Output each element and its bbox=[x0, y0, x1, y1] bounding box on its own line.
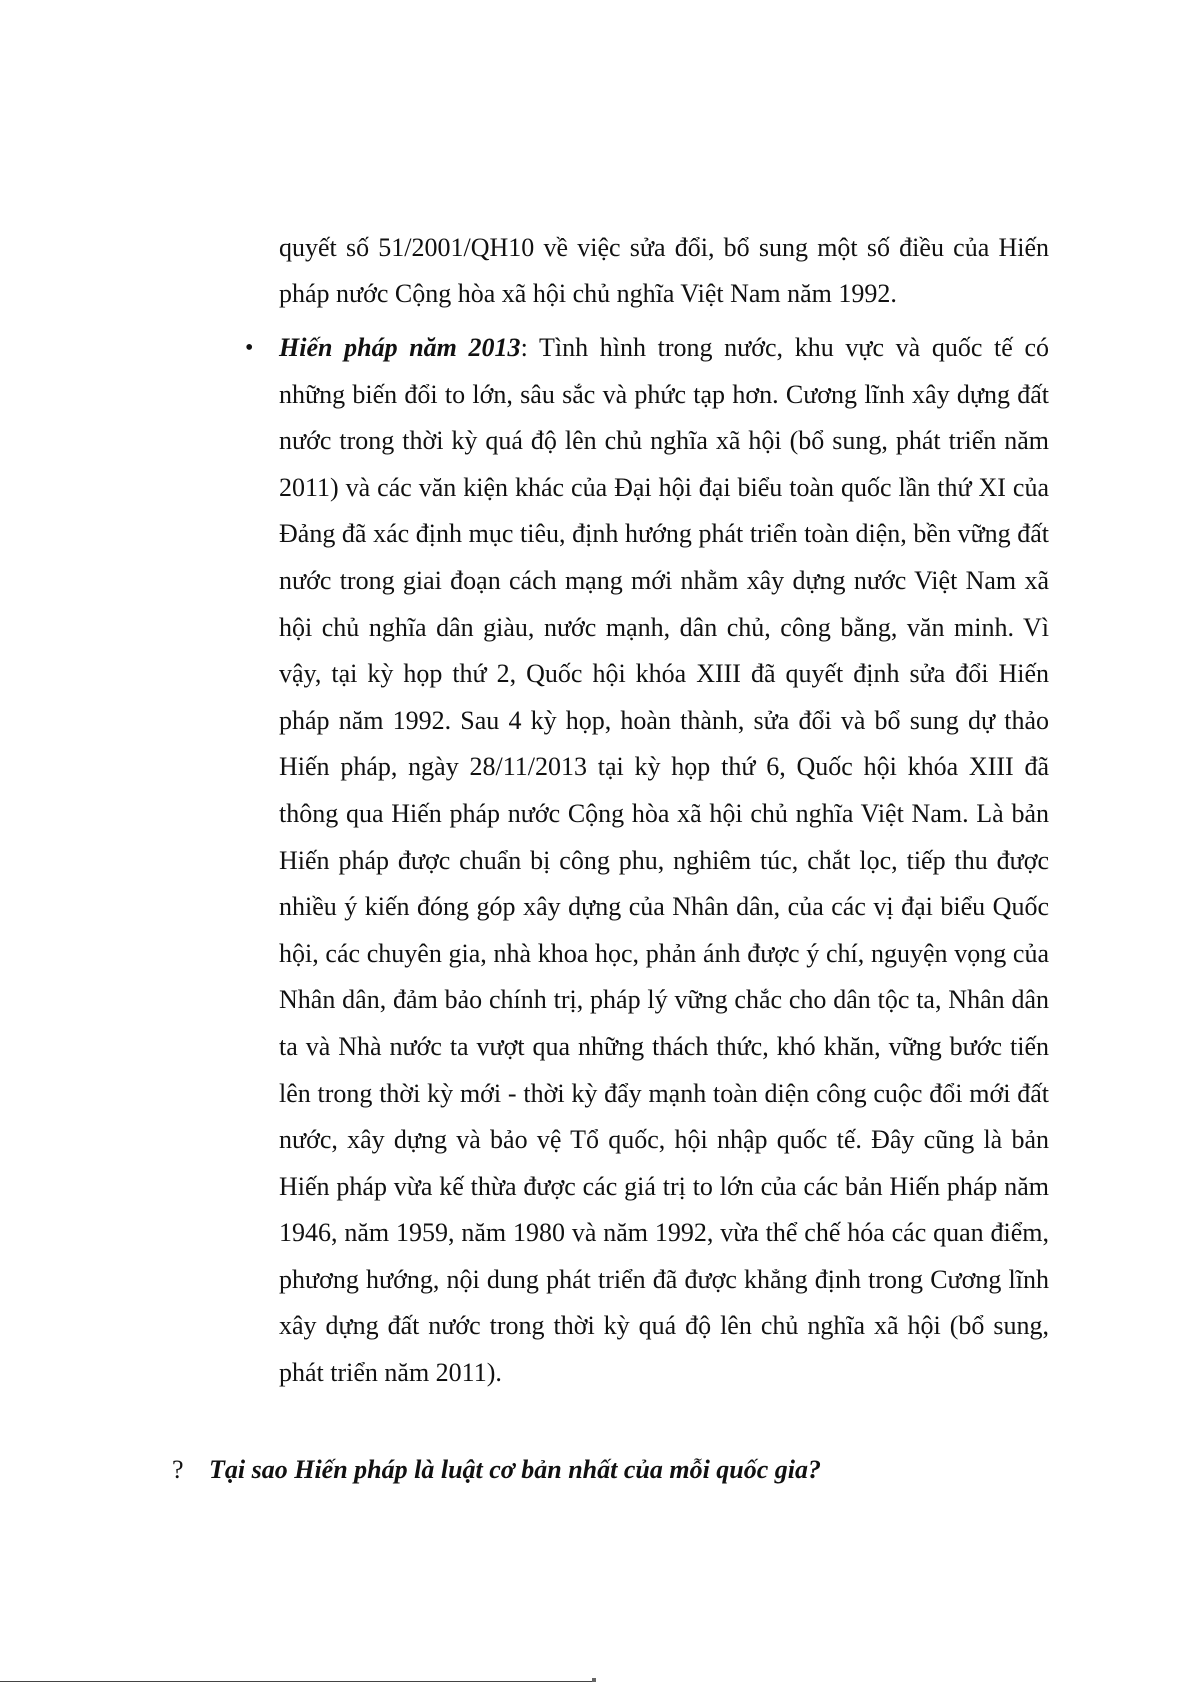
question-line bbox=[172, 1447, 1032, 1493]
question-text: Tại sao Hiến pháp là luật cơ bản nhất của mỗi quốc gia? bbox=[209, 1455, 822, 1484]
bullet-item-2013-constitution bbox=[245, 325, 1049, 1397]
continuation-paragraph: quyết số 51/2001/QH10 về việc sửa đổi, bổ sung một số điều của Hiến pháp nước Cộng hòa xã hội chủ nghĩa Việt Nam năm 1992. bbox=[279, 233, 1049, 308]
question-mark-icon: ? bbox=[172, 1455, 184, 1484]
bullet-lead-heading: Hiến pháp năm 2013 bbox=[279, 333, 521, 362]
bullet-icon: • bbox=[245, 335, 254, 361]
bullet-body-text: : Tình hình trong nước, khu vực và quốc tế có những biến đổi to lớn, sâu sắc và phức tạp hơn. Cương lĩnh xây dựng đất nước trong thời kỳ quá độ lên chủ nghĩa xã hội (bổ sung, phát triển năm 2011) và các văn kiện khác của Đại hội đại biểu toàn quốc lần thứ XI của Đảng đã xác định mục tiêu, định hướng phát triển toàn diện, bền vững đất nước trong giai đoạn cách mạng mới nhằm xây dựng nước Việt Nam xã hội chủ nghĩa dân giàu, nước mạnh, dân chủ, công bằng, văn minh. Vì vậy, tại kỳ họp thứ 2, Quốc hội khóa XIII đã quyết định sửa đổi Hiến pháp năm 1992. Sau 4 kỳ họp, hoàn thành, sửa đổi và bổ sung dự thảo Hiến pháp, ngày 28/11/2013 tại kỳ họp thứ 6, Quốc hội khóa XIII đã thông qua Hiến pháp nước Cộng hòa xã hội chủ nghĩa Việt Nam. Là bản Hiến pháp được chuẩn bị công phu, nghiêm túc, chắt lọc, tiếp thu được nhiều ý kiến đóng góp xây dựng của Nhân dân, của các vị đại biểu Quốc hội, các chuyên gia, nhà khoa học, phản ánh được ý chí, nguyện vọng của Nhân dân, đảm bảo chính trị, pháp lý vững chắc cho dân tộc ta, Nhân dân ta và Nhà nước ta vượt qua những thách thức, khó khăn, vững bước tiến lên trong thời kỳ mới - thời kỳ đẩy mạnh toàn diện công cuộc đổi mới đất nước, xây dựng và bảo vệ Tổ quốc, hội nhập quốc tế. Đây cũng là bản Hiến pháp vừa kế thừa được các giá trị to lớn của các bản Hiến pháp năm 1946, năm 1959, năm 1980 và năm 1992, vừa thể chế hóa các quan điểm, phương hướng, nội dung phát triển đã được khẳng định trong Cương lĩnh xây dựng đất nước trong thời kỳ quá độ lên chủ nghĩa xã hội (bổ sung, phát triển năm 2011). bbox=[279, 333, 1049, 1388]
footer-divider bbox=[0, 1681, 596, 1682]
footer-divider-end-mark bbox=[592, 1678, 596, 1682]
bullet-paragraph bbox=[279, 325, 1049, 1397]
